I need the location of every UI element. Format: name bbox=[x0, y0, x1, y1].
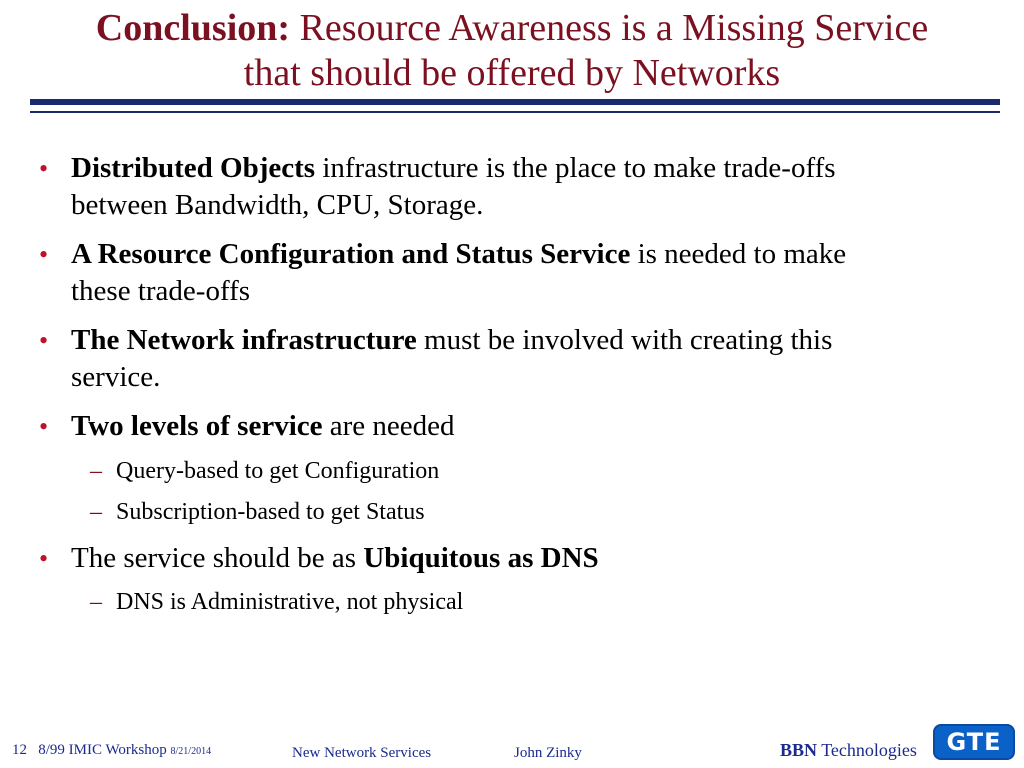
bullet-dot: • bbox=[39, 412, 49, 441]
bullet-4-bold: Two levels of service bbox=[71, 410, 323, 442]
bullet-ubiquitous bbox=[39, 540, 1001, 577]
title-rule-thin bbox=[30, 111, 1000, 113]
bullet-network-infrastructure bbox=[39, 322, 1001, 396]
gte-logo bbox=[933, 724, 1015, 760]
bullet-1-text-line2: between Bandwidth, CPU, Storage. bbox=[71, 189, 484, 221]
subbullet-3-text: DNS is Administrative, not physical bbox=[116, 589, 464, 615]
bullet-1-bold: Distributed Objects bbox=[71, 152, 316, 184]
subbullet-dns bbox=[90, 587, 996, 617]
bbn-bold: BBN bbox=[780, 740, 818, 760]
footer-author: John Zinky bbox=[514, 745, 582, 761]
title-line2: that should be offered by Networks bbox=[243, 52, 781, 94]
footer-left bbox=[12, 742, 211, 759]
bullet-dot: • bbox=[39, 240, 49, 269]
title-rest-line1: Resource Awareness is a Missing Service bbox=[290, 7, 929, 49]
footer-date: 8/21/2014 bbox=[170, 746, 212, 757]
subbullet-subscription bbox=[90, 497, 996, 527]
slide-title bbox=[0, 6, 1024, 96]
subbullet-1-text: Query-based to get Configuration bbox=[116, 458, 440, 484]
bullet-2-text-line1: is needed to make bbox=[630, 238, 847, 270]
gte-logo-text: GTE bbox=[946, 728, 1002, 756]
bullet-5-bold: Ubiquitous as DNS bbox=[363, 542, 599, 574]
subbullet-2-text: Subscription-based to get Status bbox=[116, 499, 425, 525]
title-rule-thick bbox=[30, 99, 1000, 105]
bullet-4-text-line1: are needed bbox=[322, 410, 455, 442]
bullet-2-text-line2: these trade-offs bbox=[71, 275, 251, 307]
bullet-1-text-line1: infrastructure is the place to make trade-offs bbox=[315, 152, 836, 184]
bullet-two-levels bbox=[39, 408, 1001, 445]
bullet-resource-service bbox=[39, 236, 1001, 310]
bullet-2-bold: A Resource Configuration and Status Service bbox=[71, 238, 631, 270]
bullet-dot: • bbox=[39, 154, 49, 183]
sub-dash: – bbox=[90, 458, 102, 484]
sub-dash: – bbox=[90, 589, 102, 615]
bullet-5-pre: The service should be as bbox=[71, 542, 364, 574]
footer-section: New Network Services bbox=[292, 745, 432, 761]
bullet-distributed-objects bbox=[39, 150, 1001, 224]
title-lead: Conclusion: bbox=[95, 7, 291, 49]
bullet-3-text-line1: must be involved with creating this bbox=[416, 324, 833, 356]
bbn-rest: Technologies bbox=[817, 740, 917, 760]
bullet-dot: • bbox=[39, 326, 49, 355]
subbullet-query bbox=[90, 456, 996, 486]
bullet-3-bold: The Network infrastructure bbox=[71, 324, 417, 356]
page-number: 12 bbox=[12, 742, 27, 758]
footer-company bbox=[780, 740, 917, 761]
bullet-dot: • bbox=[39, 544, 49, 573]
sub-dash: – bbox=[90, 499, 102, 525]
bullet-3-text-line2: service. bbox=[71, 361, 161, 393]
footer-workshop: 8/99 IMIC Workshop bbox=[38, 742, 167, 758]
